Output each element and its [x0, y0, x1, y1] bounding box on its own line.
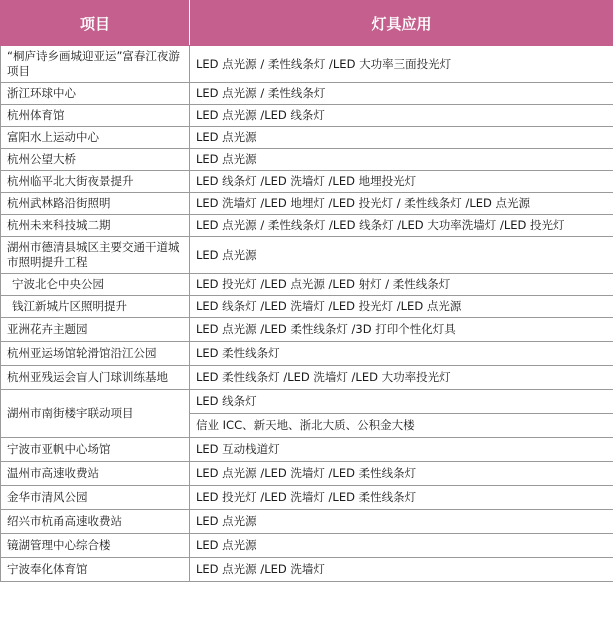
project-cell: 温州市高速收费站: [1, 462, 190, 486]
lighting-cell: LED 点光源 / 柔性线条灯 /LED 线条灯 /LED 大功率洗墙灯 /LED 投光灯: [190, 215, 613, 237]
lighting-cell: LED 点光源 /LED 洗墙灯 /LED 柔性线条灯: [190, 462, 613, 486]
table-row: [1, 462, 613, 486]
lighting-cell: LED 点光源 /LED 线条灯: [190, 105, 613, 127]
header-lighting: 灯具应用: [190, 1, 613, 46]
table-row: [1, 558, 613, 582]
table-row: [1, 215, 613, 237]
table-row: [1, 438, 613, 462]
table-row: [1, 237, 613, 274]
lighting-cell: LED 点光源: [190, 149, 613, 171]
project-cell: 湖州市南街楼宇联动项目: [1, 390, 190, 438]
lighting-cell: LED 点光源 /LED 洗墙灯: [190, 558, 613, 582]
project-cell: 金华市清风公园: [1, 486, 190, 510]
lighting-cell: LED 柔性线条灯 /LED 洗墙灯 /LED 大功率投光灯: [190, 366, 613, 390]
project-cell: 富阳水上运动中心: [1, 127, 190, 149]
table-row: [1, 127, 613, 149]
table-row: [1, 149, 613, 171]
lighting-cell: LED 点光源 /LED 柔性线条灯 /3D 打印个性化灯具: [190, 318, 613, 342]
lighting-cell: LED 点光源: [190, 127, 613, 149]
project-cell: 宁波奉化体育馆: [1, 558, 190, 582]
lighting-cell: LED 互动栈道灯: [190, 438, 613, 462]
project-cell: 绍兴市杭甬高速收费站: [1, 510, 190, 534]
lighting-cell-extra: 信业 ICC、新天地、浙北大质、公积金大楼: [190, 414, 613, 438]
project-cell: 杭州武林路沿街照明: [1, 193, 190, 215]
project-cell: 杭州亚残运会盲人门球训练基地: [1, 366, 190, 390]
project-cell: 镜湖管理中心综合楼: [1, 534, 190, 558]
lighting-cell: LED 点光源 / 柔性线条灯: [190, 83, 613, 105]
table-row: [1, 390, 613, 414]
table-row: [1, 342, 613, 366]
project-cell: 杭州体育馆: [1, 105, 190, 127]
lighting-cell: LED 点光源: [190, 510, 613, 534]
lighting-cell: LED 点光源 / 柔性线条灯 /LED 大功率三面投光灯: [190, 46, 613, 83]
lighting-cell: LED 线条灯 /LED 洗墙灯 /LED 地埋投光灯: [190, 171, 613, 193]
lighting-cell: LED 柔性线条灯: [190, 342, 613, 366]
table-row: [1, 296, 613, 318]
table-row: [1, 171, 613, 193]
lighting-cell: LED 点光源: [190, 237, 613, 274]
table-row: [1, 274, 613, 296]
table-header-row: [1, 1, 613, 46]
project-cell: 湖州市德清县城区主要交通干道城市照明提升工程: [1, 237, 190, 274]
table-row: [1, 193, 613, 215]
lighting-cell: LED 投光灯 /LED 洗墙灯 /LED 柔性线条灯: [190, 486, 613, 510]
project-cell: 杭州临平北大街夜景提升: [1, 171, 190, 193]
project-cell: “桐庐诗乡画城迎亚运”富春江夜游项目: [1, 46, 190, 83]
project-cell: 杭州亚运场馆轮滑馆沿江公园: [1, 342, 190, 366]
lighting-cell: LED 线条灯 /LED 洗墙灯 /LED 投光灯 /LED 点光源: [190, 296, 613, 318]
lighting-cell: LED 点光源: [190, 534, 613, 558]
project-cell: 杭州公望大桥: [1, 149, 190, 171]
project-cell: 亚洲花卉主题园: [1, 318, 190, 342]
project-cell: 钱江新城片区照明提升: [1, 296, 190, 318]
table-row: [1, 534, 613, 558]
table-row: [1, 486, 613, 510]
header-project: 项目: [1, 1, 190, 46]
table-row: [1, 46, 613, 83]
lighting-cell: LED 线条灯: [190, 390, 613, 414]
lighting-cell: LED 投光灯 /LED 点光源 /LED 射灯 / 柔性线条灯: [190, 274, 613, 296]
table-row: [1, 366, 613, 390]
table-row: [1, 83, 613, 105]
table-row: [1, 510, 613, 534]
project-cell: 宁波市亚帆中心场馆: [1, 438, 190, 462]
project-cell: 杭州未来科技城二期: [1, 215, 190, 237]
table-row: [1, 105, 613, 127]
project-cell: 浙江环球中心: [1, 83, 190, 105]
table-row: [1, 318, 613, 342]
lighting-cell: LED 洗墙灯 /LED 地埋灯 /LED 投光灯 / 柔性线条灯 /LED 点光源: [190, 193, 613, 215]
project-cell: 宁波北仑中央公园: [1, 274, 190, 296]
